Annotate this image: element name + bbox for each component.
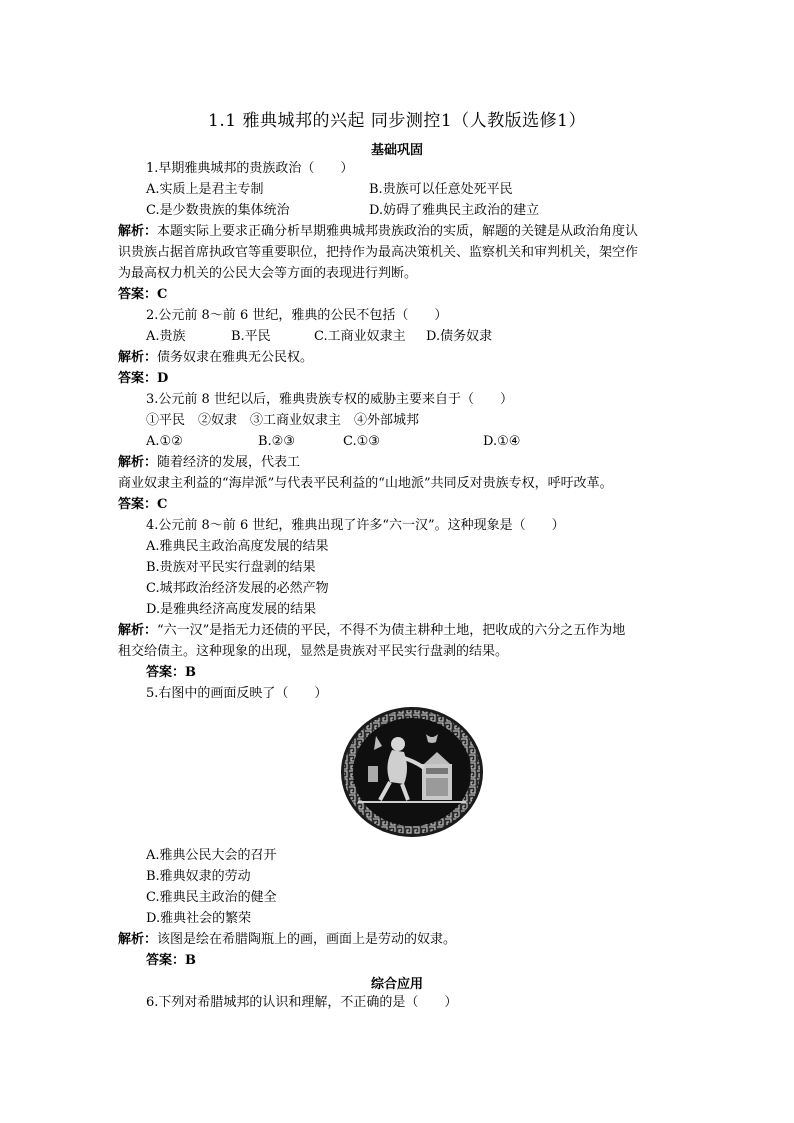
question-5-option-d: D.雅典社会的繁荣 (146, 911, 252, 926)
explanation-text: 随着经济的发展，代表工 (157, 455, 301, 470)
question-5-stem: 5.右图中的画面反映了（ ） (146, 686, 328, 701)
question-4-option-d: D.是雅典经济高度发展的结果 (146, 602, 317, 617)
explanation-label: 解析： (118, 350, 158, 365)
question-3-stem: 3.公元前 8 世纪以后，雅典贵族专权的威胁主要来自于（ ） (146, 392, 513, 407)
vase-painting-illustration (340, 706, 484, 839)
question-1-explanation-line-1 (118, 223, 638, 241)
explanation-label: 解析： (118, 455, 158, 470)
question-4-stem: 4.公元前 8～前 6 世纪，雅典出现了许多“六一汉”。这种现象是（ ） (146, 518, 565, 533)
section-heading-comprehensive: 综合应用 (370, 977, 423, 992)
explanation-label: 解析： (118, 932, 158, 947)
question-1-option-a: A.实质上是君主专制 (146, 182, 264, 197)
question-1-option-c: C.是少数贵族的集体统治 (146, 203, 290, 218)
question-4-answer: 答案：B (146, 665, 196, 680)
question-5-answer: 答案：B (146, 953, 196, 968)
question-6-stem: 6.下列对希腊城邦的认识和理解，不正确的是（ ） (146, 995, 458, 1010)
explanation-label: 解析： (118, 623, 158, 638)
explanation-text: 本题实际上要求正确分析早期雅典城邦贵族政治的实质，解题的关键是从政治角度认 (157, 224, 639, 239)
question-4-option-a: A.雅典民主政治高度发展的结果 (146, 539, 329, 554)
question-5-option-c: C.雅典民主政治的健全 (146, 890, 277, 905)
question-3-option-c: C.①③ (343, 434, 380, 449)
question-2-option-c: C.工商业奴隶主 (314, 329, 406, 344)
question-2-option-a: A.贵族 (146, 329, 186, 344)
question-1-stem: 1.早期雅典城邦的贵族政治（ ） (146, 161, 354, 176)
page-title: 1.1 雅典城邦的兴起 同步测控1（人教版选修1） (208, 111, 586, 131)
question-4-explanation-line-1 (118, 622, 625, 640)
question-3-items: ①平民 ②奴隶 ③工商业奴隶主 ④外部城邦 (146, 413, 420, 428)
question-2-explanation (118, 349, 313, 367)
question-5-option-b: B.雅典奴隶的劳动 (146, 869, 251, 884)
question-5-option-a: A.雅典公民大会的召开 (146, 848, 277, 863)
question-4-explanation-line-2: 租交给债主。这种现象的出现，显然是贵族对平民实行盘剥的结果。 (118, 644, 509, 659)
explanation-label: 解析： (118, 224, 158, 239)
question-1-option-b: B.贵族可以任意处死平民 (369, 182, 513, 197)
section-heading-basic: 基础巩固 (370, 143, 423, 158)
question-5-explanation (118, 931, 456, 949)
question-3-option-d: D.①④ (483, 434, 521, 449)
question-3-option-a: A.①② (146, 434, 183, 449)
question-3-explanation-line-1 (118, 454, 300, 472)
question-3-answer: 答案：C (118, 497, 168, 512)
question-2-stem: 2.公元前 8～前 6 世纪，雅典的公民不包括（ ） (146, 308, 448, 323)
greek-vase-painting-image (340, 706, 484, 839)
explanation-text: 债务奴隶在雅典无公民权。 (157, 350, 314, 365)
question-1-option-d: D.妨碍了雅典民主政治的建立 (369, 203, 540, 218)
question-2-option-d: D.债务奴隶 (426, 329, 493, 344)
question-4-option-c: C.城邦政治经济发展的必然产物 (146, 581, 329, 596)
question-4-option-b: B.贵族对平民实行盘剥的结果 (146, 560, 316, 575)
question-1-explanation-line-3: 为最高权力机关的公民大会等方面的表现进行判断。 (118, 266, 418, 281)
question-2-answer: 答案：D (118, 371, 169, 386)
question-3-option-b: B.②③ (258, 434, 295, 449)
question-1-explanation-line-2: 识贵族占据首席执政官等重要职位，把持作为最高决策机关、监察机关和审判机关，架空作 (118, 245, 639, 260)
explanation-text: “六一汉”是指无力还债的平民，不得不为债主耕种土地，把收成的六分之五作为地 (157, 623, 626, 638)
question-1-answer: 答案：C (118, 287, 168, 302)
question-2-option-b: B.平民 (231, 329, 271, 344)
explanation-text: 该图是绘在希腊陶瓶上的画，画面上是劳动的奴隶。 (157, 932, 457, 947)
question-3-explanation-line-2: 商业奴隶主利益的“海岸派”与代表平民利益的“山地派”共同反对贵族专权，呼吁改革。 (118, 476, 613, 491)
